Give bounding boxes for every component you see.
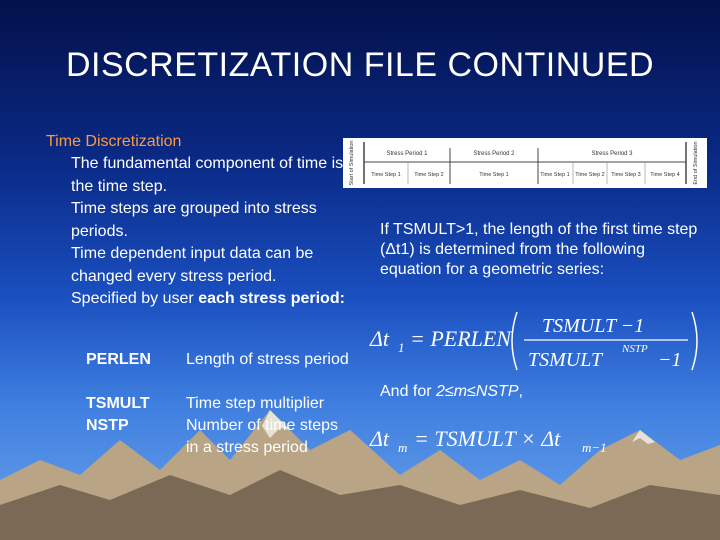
tsmult-explanation: If TSMULT>1, the length of the first time step (Δt1) is determined from the following equation for a geometric series:: [380, 221, 698, 278]
time-step-label: Time Step 1: [371, 172, 401, 178]
definition-term: PERLEN: [86, 351, 151, 368]
bullet-3: Time dependent input data can be changed every stress period.: [71, 245, 314, 285]
eq1-den-tail: −1: [658, 349, 682, 371]
time-step-label: Time Step 2: [414, 172, 444, 178]
and-for-condition: 2≤m≤NSTP: [436, 383, 519, 400]
equation-general-step: [366, 420, 636, 460]
and-for-suffix: ,: [518, 383, 523, 400]
start-label: Start of Simulation: [349, 140, 355, 186]
bullet-1: The fundamental component of time is the time step.: [71, 155, 344, 195]
eq1-den-sup: NSTP: [622, 343, 648, 355]
eq1-lhs: Δt: [370, 326, 390, 351]
eq2-lhs: Δt: [370, 426, 390, 451]
eq2-rhs: = TSMULT × Δt: [414, 426, 561, 451]
eq2-lhs-sub: m: [398, 440, 408, 455]
right-paren: [692, 312, 697, 370]
definition-term: TSMULT: [86, 395, 150, 412]
section-heading: Time Discretization: [46, 133, 182, 150]
slide-title: DISCRETIZATION FILE CONTINUED: [65, 46, 655, 84]
left-column: [71, 153, 351, 311]
specified-bold: each stress period:: [198, 290, 345, 307]
eq1-rhs: = PERLEN: [410, 326, 512, 351]
time-step-label: Time Step 1: [540, 172, 570, 178]
time-step-label: Time Step 3: [611, 172, 641, 178]
end-label: End of Simulation: [693, 141, 699, 185]
left-paren: [512, 312, 517, 370]
and-for-text: [380, 383, 523, 401]
stress-period-label: Stress Period 3: [591, 151, 633, 157]
right-column-text: [380, 220, 700, 280]
definition-desc: Length of stress period: [186, 351, 349, 368]
equation-first-step: [366, 306, 706, 376]
definition-desc: Number of time steps in a stress period: [186, 417, 339, 456]
and-for-prefix: And for: [380, 383, 437, 400]
eq1-lhs-sub: 1: [398, 340, 405, 355]
time-step-label: Time Step 4: [650, 172, 680, 178]
eq2-rhs-sub: m−1: [582, 440, 607, 455]
bullet-2: Time steps are grouped into stress periods.: [71, 200, 317, 240]
time-step-label: Time Step 1: [479, 172, 509, 178]
eq1-denominator: TSMULT: [528, 349, 603, 371]
bullet-4: [71, 288, 351, 311]
definition-term: NSTP: [86, 417, 129, 434]
time-step-label: Time Step 2: [575, 172, 605, 178]
time-discretization-diagram: [343, 138, 707, 188]
stress-period-label: Stress Period 2: [473, 151, 515, 157]
specified-prefix: Specified by user: [71, 290, 199, 307]
eq1-numerator: TSMULT −1: [542, 315, 645, 337]
definition-desc: Time step multiplier: [186, 395, 325, 412]
stress-period-label: Stress Period 1: [386, 151, 428, 157]
